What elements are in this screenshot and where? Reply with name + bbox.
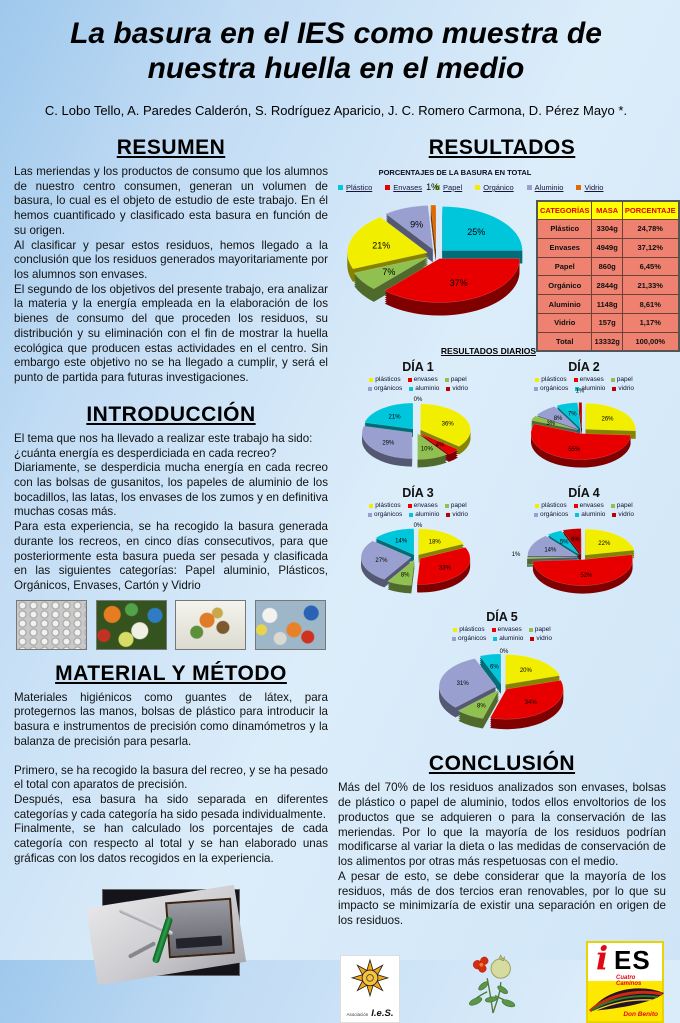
svg-text:55%: 55% — [568, 447, 581, 454]
material-paragraph: Materiales higiénicos como guantes de látex, para protegernos las manos, bolsas de plástico para introducir la basura e instrumentos de precisión como dinamómetros y la balanza de precisión para pesarla. — [14, 690, 328, 748]
svg-text:0%: 0% — [499, 649, 509, 656]
svg-text:0%: 0% — [413, 397, 423, 404]
conclusion-paragraph: A pesar de esto, se debe considerar que la mayoría de los residuos, más de dos tercios eran renovables, por lo que su impacto se minimizaría de existir una separación en origen de los residuos. — [338, 869, 666, 927]
svg-text:14%: 14% — [544, 547, 557, 554]
dia-3-pie-chart — [338, 519, 494, 603]
introduccion-heading: INTRODUCCIÓN — [86, 402, 256, 426]
svg-text:8%: 8% — [400, 572, 410, 579]
chart-dia-1 — [338, 360, 498, 482]
resumen-paragraph: Las meriendas y los productos de consumo que los alumnos de nuestro centro consumen, generan un volumen de basura, lo cual es el objeto de estudio de este trabajo. En él hemos cuantificado y clasificado esta basura en función de su origen. — [14, 165, 328, 237]
dia-2-pie-chart — [504, 389, 660, 477]
svg-text:29%: 29% — [382, 440, 395, 447]
introduccion-paragraph: Para esta experiencia, se ha recogido la basura generada durante los recreos, en cinco días consecutivos, para que posteriormente esta basura pueda ser pesada y clasificada en las siguientes categorías: Papel aluminio, Plásticos, Orgánicos, Envases, Cartón y Vidrio — [14, 520, 328, 592]
resultados-heading: RESULTADOS — [428, 136, 576, 159]
trash-photo-mixed-bags — [96, 600, 167, 650]
svg-text:9%: 9% — [410, 219, 424, 230]
svg-text:5%: 5% — [559, 539, 569, 546]
chart-dia-4 — [504, 486, 664, 608]
asociacion-word: Asociación — [346, 1011, 369, 1017]
introduccion-paragraph: El tema que nos ha llevado a realizar este trabajo ha sido: — [14, 431, 313, 445]
svg-text:27%: 27% — [375, 558, 388, 565]
conclusion-paragraph: Más del 70% de los residuos analizados son envases, bolsas de plástico o papel de aluminio, todos ellos envoltorios de los productos que se adquieren o para la conservación de las meriendas. Por lo que la mayoría de los residuos podrían modificarse al variar la dieta o las medidas de conservación de los alimentos por otras más respetuosas con el medio. — [338, 781, 666, 869]
chart-dia-2 — [504, 360, 664, 482]
daily-charts-grid — [338, 360, 666, 608]
material-paragraph: Primero, se ha recogido la basura del recreo, y se ha pesado el total con aparatos de precisión. — [14, 763, 328, 792]
ies-letters-es: ES — [614, 944, 651, 975]
svg-text:21%: 21% — [388, 415, 401, 422]
trash-photo-containers — [255, 600, 326, 650]
trash-photo-aluminium-balls — [16, 600, 87, 650]
left-column — [14, 136, 328, 976]
introduccion-paragraph: ¿cuánta energía es desperdiciada en cada recreo? — [14, 446, 277, 460]
total-chart-legend: Plástico Envases Papel Orgánico Aluminio Vidrio — [338, 183, 666, 192]
svg-text:25%: 25% — [467, 226, 486, 237]
poster-title: La basura en el IES como muestra de nuestra huella en el medio — [70, 17, 602, 86]
svg-text:37%: 37% — [449, 277, 468, 288]
digital-scale — [165, 897, 235, 957]
svg-text:6%: 6% — [571, 537, 580, 544]
asociacion-caption — [347, 1008, 394, 1019]
svg-text:26%: 26% — [601, 417, 614, 424]
material-paragraph: Después, esa basura ha sido separada en diferentes categorías y cada categoría ha sido pesada individualmente. — [14, 793, 328, 821]
svg-text:7%: 7% — [567, 412, 577, 419]
svg-text:10%: 10% — [420, 446, 433, 453]
trash-photo-row — [16, 600, 326, 650]
svg-text:1%: 1% — [511, 552, 521, 559]
svg-text:31%: 31% — [456, 681, 469, 688]
dia-1-title: DÍA 1 — [402, 360, 434, 375]
svg-text:33%: 33% — [438, 565, 451, 572]
material-paragraph: Finalmente, se han calculado los porcentajes de cada categoría con respecto al total y se han elaborado unas gráficas con los datos recogidos en la experiencia. — [14, 822, 328, 865]
dia-5-wrap — [338, 610, 666, 746]
svg-text:7%: 7% — [382, 266, 396, 277]
dia-1-legend: plásticos envases papel orgánicos aluminio vidrio — [358, 376, 478, 392]
resumen-paragraph: Al clasificar y pesar estos residuos, hemos llegado a la conclusión que los residuos generados mayoritariamente por los alumnos son envases. — [14, 238, 328, 282]
svg-text:0%: 0% — [413, 523, 423, 530]
ies-cuatro-caminos-logo — [586, 938, 664, 1023]
ies-don-benito-text: Don Benito — [623, 1010, 658, 1018]
trash-photo-organic-waste — [175, 600, 246, 650]
right-column — [338, 136, 676, 1023]
dia-3-title: DÍA 3 — [402, 486, 434, 501]
dia-2-legend: plásticos envases papel orgánicos aluminio vidrio — [524, 376, 644, 392]
svg-text:52%: 52% — [580, 573, 593, 580]
total-chart-title: PORCENTAJES DE LA BASURA EN TOTAL — [378, 168, 532, 177]
dia-3-legend: plásticos envases papel orgánicos aluminio vidrio — [358, 502, 478, 518]
chart-dia-5 — [407, 610, 597, 746]
material-heading: MATERIAL Y MÉTODO — [55, 661, 287, 685]
svg-text:21%: 21% — [372, 240, 391, 251]
dia-5-legend: plásticos envases papel orgánicos aluminio vidrio — [442, 626, 562, 642]
svg-text:8%: 8% — [477, 703, 486, 710]
svg-text:4%: 4% — [435, 442, 445, 449]
resumen-paragraph: El segundo de los objetivos del presente trabajo, era analizar la materia y la energía empleada en la elaboración de los bienes de consumo del que proceden los residuos, su distribución y su eliminación con el fin de mostrar la huella ecológica que producen estas actividades en el centro. Sin embargo este objetivo no se ha llegado a cumplir, y será el punto de partida para futuras investigaciones. — [14, 282, 328, 385]
svg-text:1%: 1% — [575, 389, 585, 396]
svg-text:6%: 6% — [490, 664, 499, 671]
dia-4-legend: plásticos envases papel orgánicos aluminio vidrio — [524, 502, 644, 518]
daily-results-label: RESULTADOS DIARIOS — [440, 346, 536, 357]
svg-text:20%: 20% — [519, 668, 532, 675]
svg-text:14%: 14% — [395, 539, 408, 546]
sun-icon — [346, 959, 394, 1001]
svg-text:22%: 22% — [598, 541, 611, 548]
instruments-photo — [102, 889, 240, 976]
poster-authors: C. Lobo Tello, A. Paredes Calderón, S. Rodríguez Aparicio, J. C. Romero Carmona, D. Pérez Mayo *. — [44, 103, 628, 118]
svg-text:34%: 34% — [524, 700, 537, 707]
svg-text:1%: 1% — [426, 181, 440, 192]
dia-5-pie-chart — [407, 643, 597, 741]
chart-dia-3 — [338, 486, 498, 608]
ies-letter-i: i — [596, 938, 609, 977]
results-table: CATEGORÍAS MASA PORCENTAJE Plástico 3304g 24,78% Envases 4949g 37,12% Papel 860g 6,45% Orgánico 2844g 21,33% Aluminio 1148g 8,61% Vidrio 157g 1,17% Total 13332g 100,00% — [536, 200, 680, 352]
ies-cuatro-caminos-text: Cuatro Caminos — [616, 974, 642, 987]
ies-brushstroke-icon — [588, 981, 666, 1015]
svg-text:3%: 3% — [546, 421, 556, 428]
asociacion-ies-logo — [340, 955, 400, 1023]
introduccion-paragraph: Diariamente, se desperdicia mucha energía en cada recreo con las bolsas de gusanitos, los papeles de aluminio de los bocadillos, las latas, los envases de los zumos y en definitiva muchas cosas más. — [14, 461, 328, 519]
dia-1-pie-chart — [338, 393, 494, 477]
svg-text:36%: 36% — [441, 421, 454, 428]
resumen-heading: RESUMEN — [116, 136, 226, 159]
scale-display — [176, 935, 223, 948]
dia-5-title: DÍA 5 — [486, 610, 518, 625]
dia-4-pie-chart — [504, 519, 660, 603]
pomegranate-illustration — [464, 953, 522, 1015]
dia-2-title: DÍA 2 — [568, 360, 600, 375]
dia-4-title: DÍA 4 — [568, 486, 600, 501]
svg-text:8%: 8% — [553, 416, 563, 423]
asociacion-name: I.e.S. — [371, 1007, 394, 1019]
svg-text:18%: 18% — [428, 540, 441, 547]
conclusion-heading: CONCLUSIÓN — [428, 752, 576, 776]
logos-row — [340, 937, 664, 1023]
